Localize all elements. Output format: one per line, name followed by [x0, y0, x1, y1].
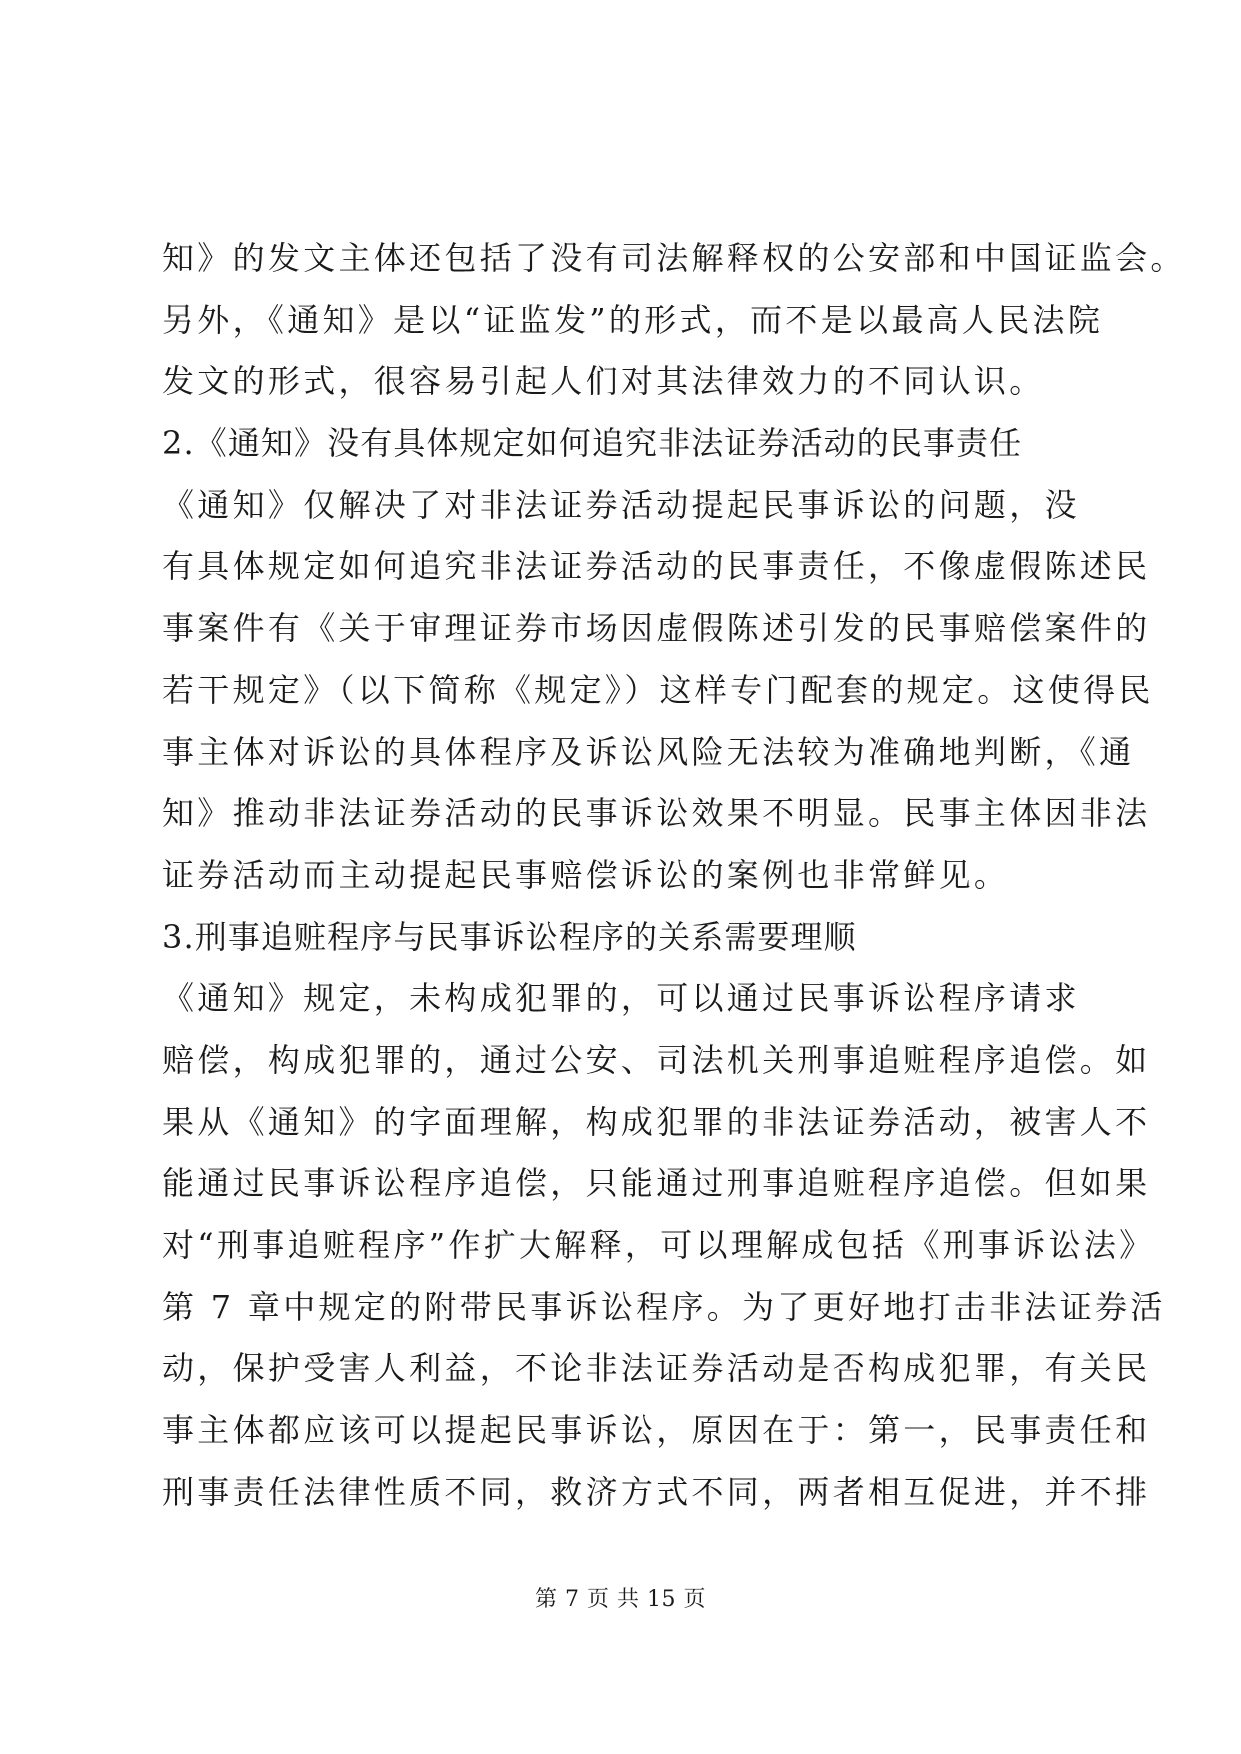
body-line-21: 刑事责任法律性质不同，救济方式不同，两者相互促进，并不排 — [162, 1472, 1151, 1511]
body-line-8: 若干规定》（以下简称《规定》）这样专门配套的规定。这使得民 — [162, 670, 1154, 709]
document-body — [162, 228, 1186, 1523]
body-line-11: 证券活动而主动提起民事赔偿诉讼的案例也非常鲜见。 — [162, 855, 1010, 894]
section-heading-2: 2.《通知》没有具体规定如何追究非法证券活动的民事责任 — [162, 424, 1023, 463]
page-number-footer: 第 7 页 共 15 页 — [535, 1587, 706, 1612]
body-line-7: 事案件有《关于审理证券市场因虚假陈述引发的民事赔偿案件的 — [162, 609, 1151, 648]
body-line-14: 赔偿，构成犯罪的，通过公安、司法机关刑事追赃程序追偿。如 — [162, 1040, 1151, 1079]
section-heading-3: 3.刑事追赃程序与民事诉讼程序的关系需要理顺 — [162, 917, 857, 956]
body-line-6: 有具体规定如何追究非法证券活动的民事责任，不像虚假陈述民 — [162, 547, 1151, 586]
body-line-2: 另外，《通知》是以“证监发”的形式，而不是以最高人民法院 — [162, 300, 1104, 339]
body-line-17: 对“刑事追赃程序”作扩大解释，可以理解成包括《刑事诉讼法》 — [162, 1226, 1155, 1264]
body-line-5: 《通知》仅解决了对非法证券活动提起民事诉讼的问题，没 — [162, 485, 1080, 524]
body-line-3: 发文的形式，很容易引起人们对其法律效力的不同认识。 — [162, 362, 1045, 401]
body-line-20: 事主体都应该可以提起民事诉讼，原因在于：第一，民事责任和 — [162, 1411, 1151, 1450]
body-line-15: 果从《通知》的字面理解，构成犯罪的非法证券活动，被害人不 — [162, 1102, 1151, 1141]
body-line-18: 第 7 章中规定的附带民事诉讼程序。为了更好地打击非法证券活 — [162, 1287, 1166, 1326]
body-line-10: 知》推动非法证券活动的民事诉讼效果不明显。民事主体因非法 — [162, 794, 1151, 833]
body-line-19: 动，保护受害人利益，不论非法证券活动是否构成犯罪，有关民 — [162, 1349, 1151, 1388]
body-line-16: 能通过民事诉讼程序追偿，只能通过刑事追赃程序追偿。但如果 — [162, 1164, 1151, 1203]
body-line-1: 知》的发文主体还包括了没有司法解释权的公安部和中国证监会。 — [162, 239, 1186, 277]
body-line-9: 事主体对诉讼的具体程序及诉讼风险无法较为准确地判断，《通 — [162, 732, 1135, 771]
body-line-13: 《通知》规定，未构成犯罪的，可以通过民事诉讼程序请求 — [162, 979, 1080, 1018]
